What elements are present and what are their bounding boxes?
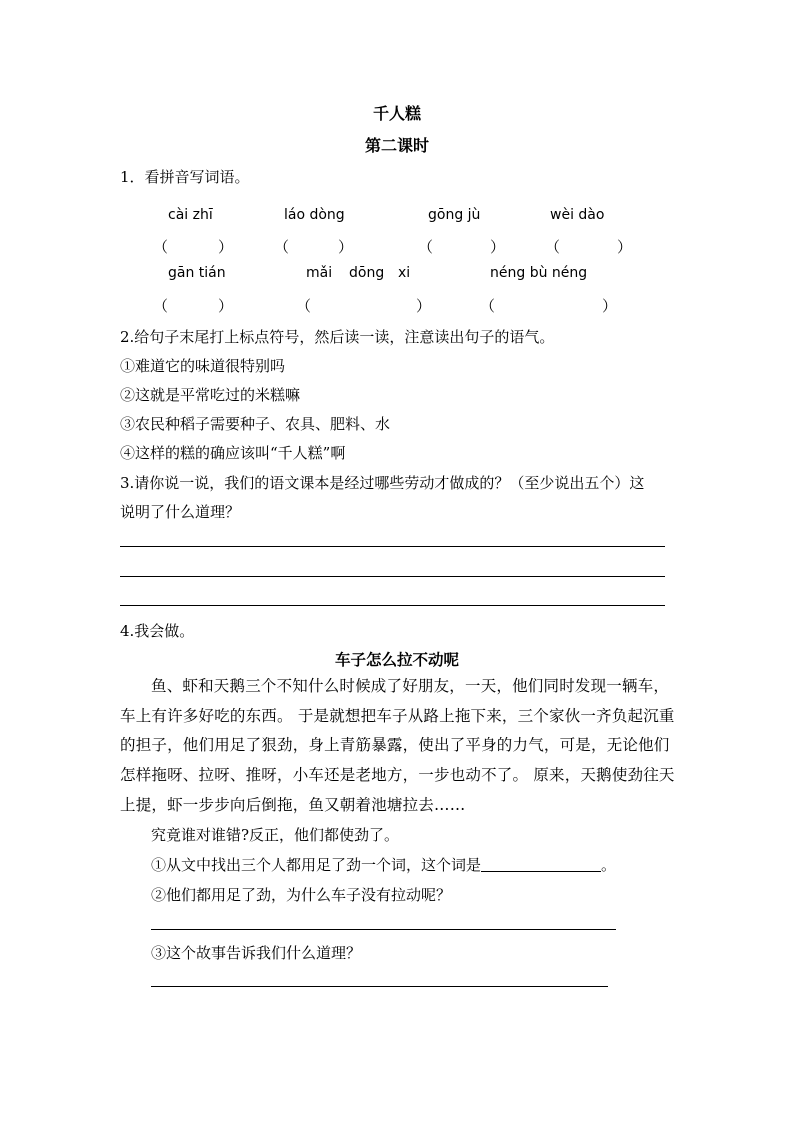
answer-paren-close: ） (602, 297, 618, 315)
sentence-item-1: ①难道它的味道很特别吗 (120, 357, 286, 375)
answer-blank[interactable] (481, 857, 601, 872)
sentence-item-2: ②这就是平常吃过的米糕嘛 (120, 386, 301, 404)
pinyin-gongju: gōng jù (428, 207, 481, 223)
pinyin-weidao: wèi dào (550, 207, 605, 223)
sentence-item-4: ④这样的糕的确应该叫“千人糕”啊 (120, 444, 346, 462)
pinyin-nengbuneng: néng bù néng (490, 265, 588, 281)
sub-question-1 (151, 854, 616, 875)
sub-question-3: ③这个故事告诉我们什么道理？ (151, 944, 362, 962)
answer-paren-open: （ (153, 238, 169, 256)
question-1-prompt: 1．看拼音写词语。 (120, 168, 250, 186)
pinyin-dong: dōng (349, 265, 385, 281)
sub-question-2: ②他们都用足了劲，为什么车子没有拉动呢？ (151, 886, 452, 904)
sub-question-1-suffix: 。 (601, 856, 617, 874)
answer-line[interactable] (151, 986, 608, 987)
answer-paren-close: ） (416, 297, 432, 315)
answer-paren-close: ） (218, 238, 234, 256)
answer-paren-close: ） (218, 297, 234, 315)
answer-paren-open: （ (545, 238, 561, 256)
question-4-prompt: 4.我会做。 (120, 622, 195, 640)
pinyin-gantian: gān tián (168, 265, 226, 281)
answer-line[interactable] (120, 576, 665, 577)
pinyin-xi: xi (398, 265, 411, 281)
lesson-subtitle: 第二课时 (364, 136, 429, 155)
answer-paren-close: ） (490, 238, 506, 256)
answer-paren-open: （ (274, 238, 290, 256)
answer-line[interactable] (151, 929, 616, 930)
question-2-prompt: 2.给句子末尾打上标点符号，然后读一读，注意读出句子的语气。 (120, 328, 555, 346)
answer-paren-close: ） (338, 238, 354, 256)
answer-line[interactable] (120, 546, 665, 547)
story-paragraph-1: 鱼、虾和天鹅三个不知什么时候成了好朋友，一天，他们同时发现一辆车，车上有许多好吃的东西。 于是就想把车子从路上拖下来，三个家伙一齐负起沉重的担子，他们用足了狠劲，身上青筋暴露，使出了平身的力气，可是，无论他们怎样拖呀、拉呀、推呀，小车还是老地方，一步也动不了。 原来，天鹅使劲往天上提，虾一步步向后倒拖，鱼又朝着池塘拉去…… (120, 677, 675, 814)
pinyin-caizhi: cài zhī (168, 207, 213, 223)
sentence-item-3: ③农民种稻子需要种子、农具、肥料、水 (120, 415, 391, 433)
sub-question-1-text: ①从文中找出三个人都用足了劲一个词，这个词是 (151, 856, 482, 874)
question-3-prompt-line1: 3.请你说一说，我们的语文课本是经过哪些劳动才做成的？（至少说出五个）这 (120, 474, 645, 492)
story-title: 车子怎么拉不动呢 (334, 650, 459, 669)
answer-paren-open: （ (153, 297, 169, 315)
pinyin-mai: mǎi (306, 265, 333, 281)
page-title: 千人糕 (372, 104, 421, 123)
answer-paren-close: ） (617, 238, 633, 256)
pinyin-laodong: láo dòng (284, 207, 345, 223)
answer-line[interactable] (120, 605, 665, 606)
answer-paren-open: （ (480, 297, 496, 315)
answer-paren-open: （ (296, 297, 312, 315)
question-3-prompt-line2: 说明了什么道理？ (120, 503, 241, 521)
story-paragraph-2: 究竟谁对谁错?反正，他们都使劲了。 (151, 826, 400, 844)
answer-paren-open: （ (418, 238, 434, 256)
